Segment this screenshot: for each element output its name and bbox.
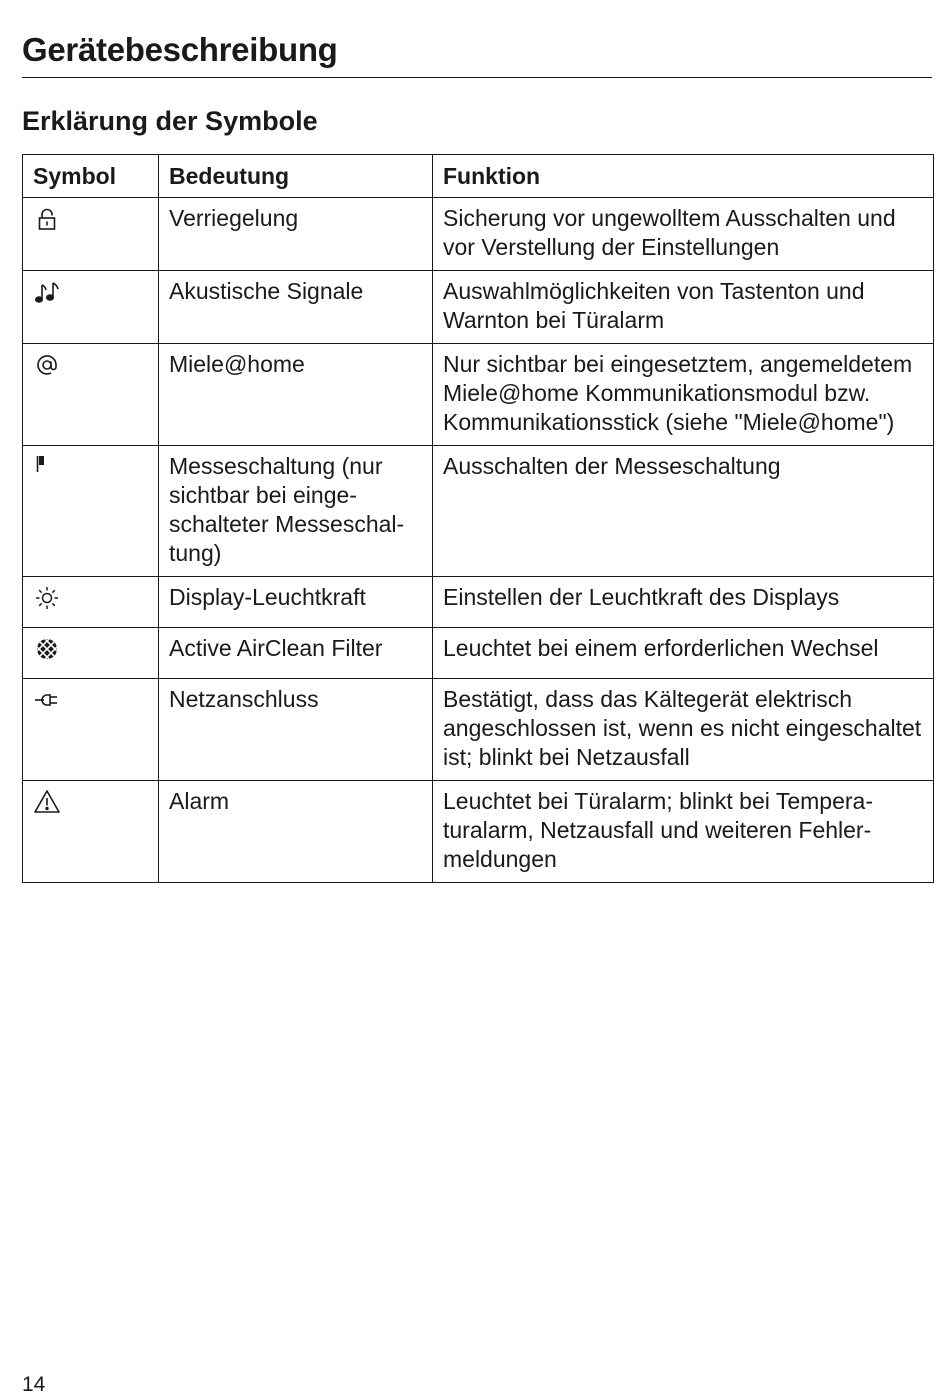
page-number: 14 xyxy=(22,1373,46,1396)
warning-triangle-icon xyxy=(33,788,61,816)
function-cell: Sicherung vor ungewolltem Ausschalten und vor Verstellung der Einstellungen xyxy=(433,198,934,271)
section-title: Erklärung der Symbole xyxy=(22,106,318,136)
table-row xyxy=(23,198,934,271)
table-row xyxy=(23,628,934,679)
meaning-cell: Netzanschluss xyxy=(159,679,433,781)
lock-icon xyxy=(33,205,61,233)
function-cell: Bestätigt, dass das Kältegerät elektrisch angeschlossen ist, wenn es nicht eingeschaltet ist; blinkt bei Netzausfall xyxy=(433,679,934,781)
symbol-cell xyxy=(23,679,159,781)
symbol-cell xyxy=(23,344,159,446)
table-row xyxy=(23,446,934,577)
table-row xyxy=(23,679,934,781)
table-row xyxy=(23,344,934,446)
page-title: Gerätebeschreibung xyxy=(22,31,338,68)
filter-icon xyxy=(33,635,61,663)
music-notes-icon xyxy=(33,278,61,306)
meaning-cell: Alarm xyxy=(159,781,433,883)
function-cell: Leuchtet bei Türalarm; blinkt bei Temperaturalarm, Netzausfall und weiteren Fehlermeldungen xyxy=(433,781,934,883)
meaning-cell: Messeschaltung (nur sichtbar bei eingeschalteter Messeschaltung) xyxy=(159,446,433,577)
symbol-cell xyxy=(23,271,159,344)
table-header-row xyxy=(23,155,934,198)
function-cell: Auswahlmöglichkeiten von Tastenton und Warnton bei Türalarm xyxy=(433,271,934,344)
title-divider xyxy=(22,77,932,78)
meaning-cell: Verriegelung xyxy=(159,198,433,271)
sun-brightness-icon xyxy=(33,584,61,612)
symbol-cell xyxy=(23,577,159,628)
column-header-symbol: Symbol xyxy=(23,155,159,198)
column-header-meaning: Bedeutung xyxy=(159,155,433,198)
function-cell: Ausschalten der Messeschaltung xyxy=(433,446,934,577)
meaning-cell: Active AirClean Filter xyxy=(159,628,433,679)
table-row xyxy=(23,781,934,883)
function-cell: Leuchtet bei einem erforderlichen Wechsel xyxy=(433,628,934,679)
plug-icon xyxy=(33,686,61,714)
table-row xyxy=(23,577,934,628)
flag-icon xyxy=(33,453,61,481)
symbol-table xyxy=(22,154,934,883)
function-cell: Einstellen der Leuchtkraft des Displays xyxy=(433,577,934,628)
table-row xyxy=(23,271,934,344)
function-cell: Nur sichtbar bei eingesetztem, angemeldetem Miele@home Kommunikationsmodul bzw. Kommunikationsstick (siehe "Miele@home") xyxy=(433,344,934,446)
symbol-cell xyxy=(23,628,159,679)
meaning-cell: Akustische Signale xyxy=(159,271,433,344)
meaning-cell: Display-Leuchtkraft xyxy=(159,577,433,628)
symbol-cell xyxy=(23,781,159,883)
symbol-cell xyxy=(23,446,159,577)
meaning-cell: Miele@home xyxy=(159,344,433,446)
at-sign-icon xyxy=(33,351,61,379)
column-header-function: Funktion xyxy=(433,155,934,198)
symbol-cell xyxy=(23,198,159,271)
